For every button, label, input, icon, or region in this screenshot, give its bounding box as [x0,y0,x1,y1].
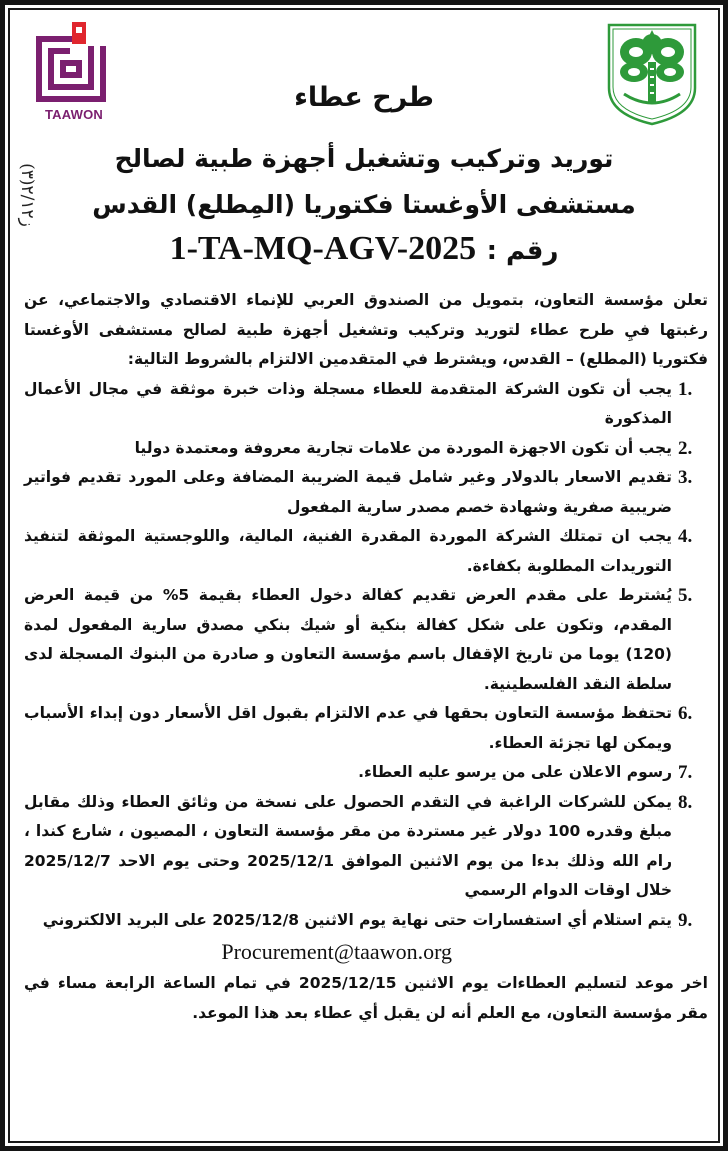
condition-item [24,375,708,434]
taawon-brand-text: TAAWON [44,107,103,122]
condition-text: تقديم الاسعار بالدولار وغير شامل قيمة الضريبة المضافة وعلى المورد تقديم فواتير ضريبية صفرية وشهادة خصم مصدر سارية المفعول [24,468,672,516]
condition-number: 7. [678,762,693,783]
condition-number: 2. [678,437,693,459]
condition-number: 1. [678,378,693,400]
condition-text: يجب أن تكون الشركة المتقدمة للعطاء مسجلة وذات خبرة موثقة في مجال الأعمال المذكورة [24,379,672,427]
condition-number: 9. [678,909,693,931]
condition-text: يجب ان تمتلك الشركة الموردة المقدرة الفنية، المالية، واللوجستية الموثقة لتنفيذ التوريدات المطلوبة بكفاءة. [24,527,672,575]
page-title: طرح عطاء [294,82,434,113]
condition-text: رسوم الاعلان على من يرسو عليه العطاء. [358,763,672,781]
condition-item [24,434,708,464]
taawon-logo [34,22,114,122]
condition-item [24,758,708,788]
closing-paragraph: اخر موعد لتسليم العطاءات يوم الاثنين 2025/12/15 في تمام الساعة الرابعة مساء في مقر مؤسسة التعاون، مع العلم أنه لن يقبل أي عطاء بعد هذا الموعد. [24,974,708,1022]
tender-reference-number [60,226,668,274]
condition-item [24,522,708,581]
announcement-body [24,286,708,1028]
condition-text: يمكن للشركات الراغبة في التقدم الحصول على نسخة من وثائق العطاء وذلك مقابل مبلغ وقدره 100 دولار غير مستردة من مقر مؤسسة التعاون ، المصيون ، شارع كندا ، رام الله وذلك بدءا من يوم الاثنين الموافق 2025/12/1 وحتى يوم الاحد 2025/12/7 خلال اوقات الدوام الرسمي [24,792,672,899]
condition-number: 5. [678,585,693,606]
side-reference-code: ز٢/١٢(٣) [17,163,38,227]
reference-code: 1-TA-MQ-AGV-2025 [169,230,477,267]
condition-item [24,699,708,758]
condition-item [24,581,708,699]
condition-item [24,463,708,522]
condition-text: يتم استلام أي استفسارات حتى نهاية يوم الاثنين 2025/12/8 على البريد الالكتروني [42,910,672,929]
condition-text: يجب أن تكون الاجهزة الموردة من علامات تجارية معروفة ومعتمدة دوليا [134,438,672,457]
procurement-email-link[interactable]: Procurement@taawon.org [221,939,452,964]
condition-number: 3. [678,467,693,488]
condition-number: 6. [678,703,693,724]
tree-seal-icon [606,22,698,126]
condition-text: تحتفظ مؤسسة التعاون بحقها في عدم الالتزام بقبول اقل الأسعار دون إبداء الأسباب ويمكن لها تجزئة العطاء. [24,704,672,752]
tender-title [60,136,668,228]
email-container [24,935,672,969]
arab-fund-seal-logo [606,22,698,126]
reference-label: رقم : [486,236,559,266]
intro-paragraph: تعلن مؤسسة التعاون، بتمويل من الصندوق العربي للإنماء الاقتصادي والاجتماعي، عن رغبتها فيِ طرح عطاء لتوريد وتركيب وتشغيل أجهزة طبية لصالح مستشفى الأوغستا فكتوريا (المطلع) – القدس، ويشترط في المتقدمين الالتزام بالشروط التالية: [24,291,708,368]
taawon-kufic-mark-icon [34,22,114,104]
condition-text: يُشترط على مقدم العرض تقديم كفالة دخول العطاء بقيمة 5% من قيمة العرض المقدم، وتكون على شكل كفالة بنكية أو شيك بنكي مصدق سارية المفعول لمدة (120) يوما من تاريخ الإقفال باسم مؤسسة التعاون و صادرة من البنوك المسجلة لدى سلطة النقد الفلسطينية. [24,586,672,693]
title-line-2: مستشفى الأوغستا فكتوريا (المِطلع) القدس [92,190,636,219]
condition-item [24,788,708,906]
title-line-1: توريد وتركيب وتشغيل أجهزة طبية لصالح [114,144,614,173]
tender-heading [120,80,608,116]
condition-number: 8. [678,791,693,813]
condition-item [24,906,708,970]
conditions-list [24,375,708,970]
condition-number: 4. [678,526,693,547]
